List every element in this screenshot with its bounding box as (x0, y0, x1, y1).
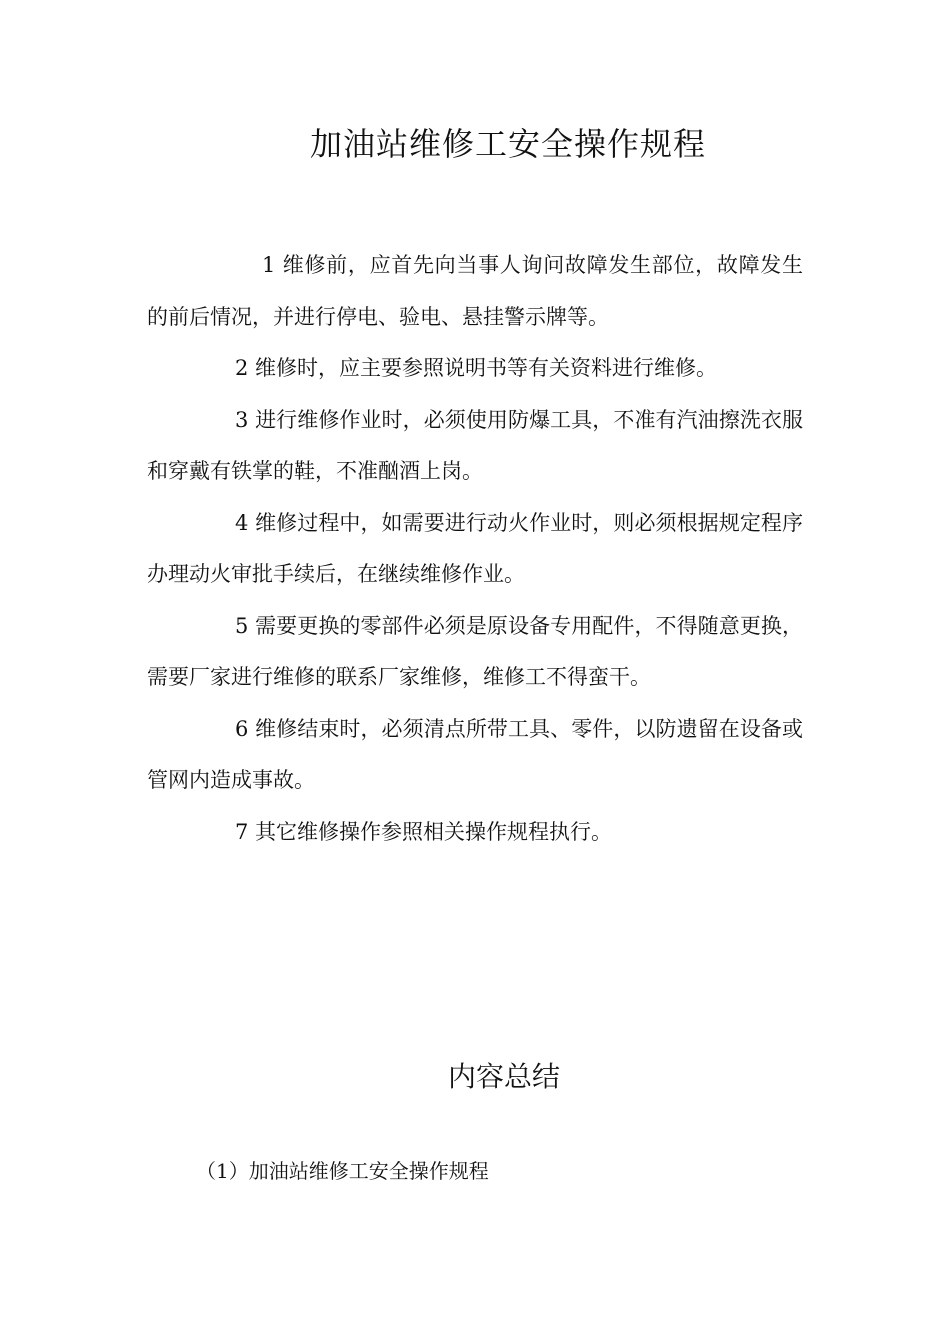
document-body (147, 240, 803, 858)
paragraph-1: 1 维修前，应首先向当事人询问故障发生部位，故障发生的前后情况，并进行停电、验电、悬挂警示牌等。 (147, 253, 803, 329)
summary-item: （1）加油站维修工安全操作规程 (196, 1159, 489, 1183)
paragraph-3: 3 进行维修作业时，必须使用防爆工具，不准有汽油擦洗衣服和穿戴有铁掌的鞋，不准酗酒上岗。 (147, 407, 803, 483)
summary-title: 内容总结 (447, 1060, 560, 1093)
paragraph-5: 5 需要更换的零部件必须是原设备专用配件，不得随意更换，需要厂家进行维修的联系厂家维修，维修工不得蛮干。 (147, 613, 803, 689)
paragraph-4: 4 维修过程中，如需要进行动火作业时，则必须根据规定程序办理动火审批手续后，在继续维修作业。 (147, 510, 803, 586)
paragraph-2: 2 维修时，应主要参照说明书等有关资料进行维修。 (235, 356, 718, 380)
document-title: 加油站维修工安全操作规程 (309, 125, 706, 163)
paragraph-6: 6 维修结束时，必须清点所带工具、零件，以防遗留在设备或管网内造成事故。 (147, 716, 803, 792)
paragraph-7: 7 其它维修操作参照相关操作规程执行。 (235, 819, 613, 844)
